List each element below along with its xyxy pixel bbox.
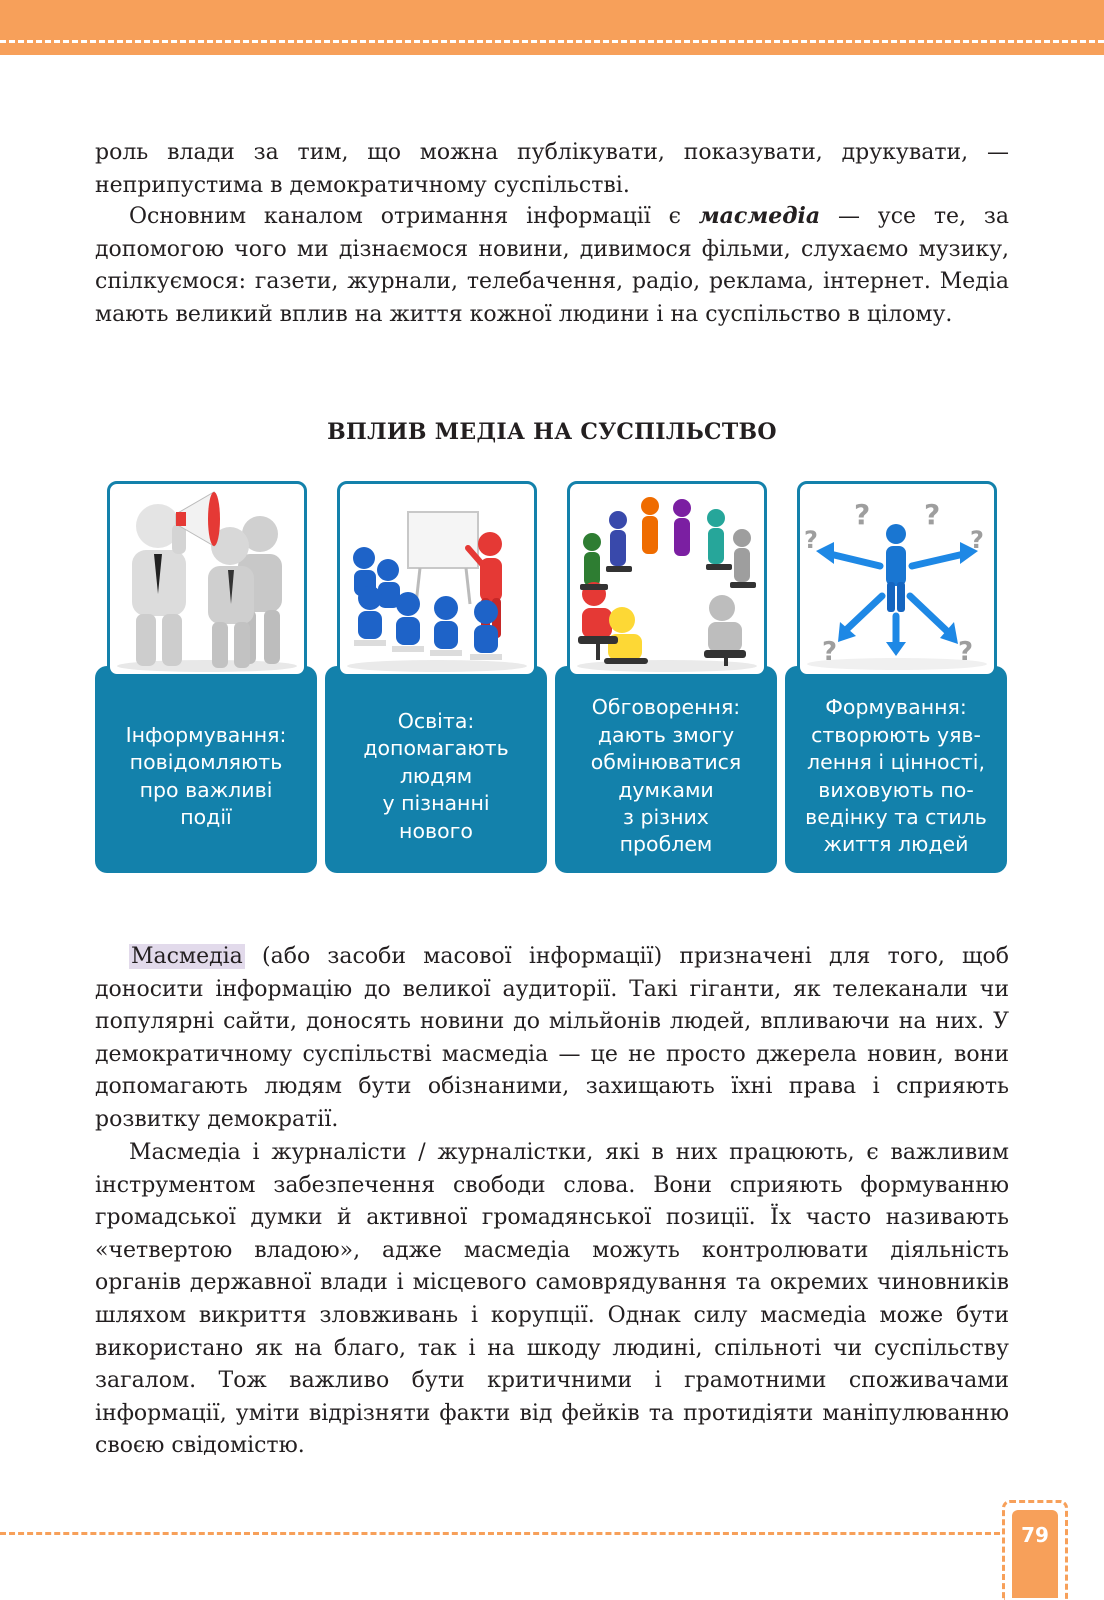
card-discussion-text: Обговорення: дають змогу обмінюватися думками з різних проблем <box>590 695 742 857</box>
card-education-box <box>325 666 547 873</box>
card-informing-box <box>95 666 317 873</box>
intro-p2-start: Основним каналом отримання інформації є <box>129 204 699 229</box>
top-decorative-bar <box>0 0 1104 55</box>
section-heading: ВПЛИВ МЕДІА НА СУСПІЛЬСТВО <box>327 419 777 445</box>
body-p1-rest: (або засоби масової інформації) призначені для того, щоб доносити інформацію до великої аудиторії. Такі гіганти, як телеканали чи популярні сайти, доносять новини до мільйонів людей, впливаючи на них. У демократичному суспільстві масмедіа — це не просто джерела новин, вони допомагають людям бути обізнаними, захищають їхні права і сприяють розвитку демократії. <box>95 944 1009 1132</box>
svg-text:?: ? <box>958 637 974 667</box>
term-masmedia: масмедіа <box>698 203 821 229</box>
page-number: 79 <box>1012 1510 1058 1598</box>
card-informing <box>95 478 317 873</box>
megaphone-people-icon <box>107 481 307 677</box>
intro-paragraph-2 <box>95 200 1009 331</box>
card-formation-box <box>785 666 1007 873</box>
card-discussion <box>555 478 777 873</box>
intro-paragraph-1: роль влади за тим, що можна публікувати, показувати, друкувати, — неприпустима в демократичному суспільстві. <box>95 140 1009 198</box>
highlighted-term: Масмедіа <box>131 944 243 969</box>
body-paragraph-2: Масмедіа і журналісти / журналістки, які в них працюють, є важливим інструментом забезпечення свободи слова. Вони сприяють формуванню громадської думки й активної громадянської позиції. Їх часто називають «четвертою владою», адже масмедіа можуть контролювати діяльність органів державної влади і місцевого самоврядування та окремих чиновників шляхом викриття зловживань і корупції. Однак силу масмедіа може бути використано як на благо, так і на шкоду людині, спільноті чи суспільству загалом. Тож важливо бути критичними і грамотними споживачами інформації, уміти відрізняти факти від фейків та протидіяти маніпулюванню своєю свідомістю. <box>95 1140 1009 1459</box>
svg-text:?: ? <box>804 526 818 554</box>
card-education <box>325 478 547 873</box>
card-formation-text: Формування: створюють уяв- лення і цінності, виховують по- ведінку та стиль життя людей <box>805 695 987 857</box>
card-informing-text: Інформування: повідомляють про важливі події <box>125 722 287 829</box>
top-dashed-line <box>0 40 1104 43</box>
svg-text:?: ? <box>924 498 941 531</box>
svg-text:?: ? <box>822 637 838 667</box>
svg-text:?: ? <box>854 498 871 531</box>
card-formation <box>785 478 1007 873</box>
body-paragraph-1 <box>95 941 1009 1137</box>
card-education-text: Освіта: допомагають людям у пізнанні нового <box>363 708 509 843</box>
card-discussion-box <box>555 666 777 873</box>
svg-text:?: ? <box>970 526 984 554</box>
intro-p2-end: — усе те, за допомогою чого ми дізнаємося новини, дивимося фільми, слухаємо музику, спілкуємося: газети, журнали, телебачення, радіо, реклама, інтернет. Медіа мають великий вплив на життя кожної людини і на суспільство в цілому. <box>95 204 1009 327</box>
bottom-dashed-line <box>0 1532 1000 1535</box>
discussion-circle-icon <box>567 481 767 677</box>
classroom-presentation-icon <box>337 481 537 677</box>
question-arrows-icon <box>797 481 997 677</box>
